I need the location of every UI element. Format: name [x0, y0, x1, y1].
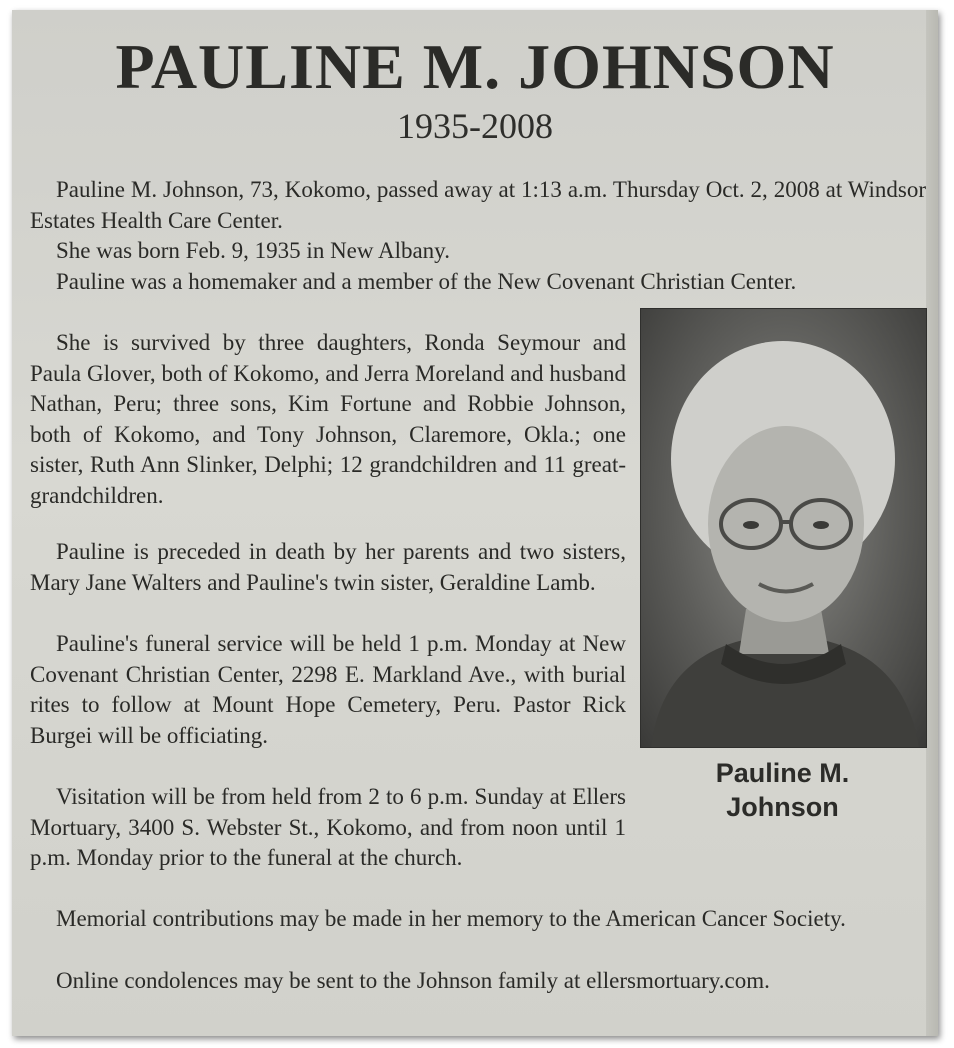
photo-caption — [640, 756, 925, 824]
paragraph-memorial: Memorial contributions may be made in her memory to the American Cancer Society. — [56, 906, 846, 931]
caption-line-2: Johnson — [726, 792, 839, 822]
paper-edge — [926, 10, 938, 1036]
paragraph-preceded: Pauline is preceded in death by her parents and two sisters, Mary Jane Walters and Pauline's twin sister, Geraldine Lamb. — [30, 539, 626, 595]
caption-line-1: Pauline M. — [715, 758, 850, 788]
paragraph-death-notice: Pauline M. Johnson, 73, Kokomo, passed away at 1:13 a.m. Thursday Oct. 2, 2008 at Windsor Estates Health Care Center. — [30, 177, 926, 233]
paragraph-birth: She was born Feb. 9, 1935 in New Albany. — [56, 238, 450, 263]
obituary-clipping — [12, 10, 938, 1036]
paragraph-condolences: Online condolences may be sent to the Johnson family at ellersmortuary.com. — [56, 968, 770, 993]
paragraph-funeral-service: Pauline's funeral service will be held 1 p.m. Monday at New Covenant Christian Center, 2298 E. Markland Ave., with burial rites to follow at Mount Hope Cemetery, Peru. Pastor Rick Burgei will be officiating. — [30, 631, 626, 748]
paragraph-homemaker: Pauline was a homemaker and a member of the New Covenant Christian Center. — [56, 269, 797, 294]
paragraph-survivors: She is survived by three daughters, Ronda Seymour and Paula Glover, both of Kokomo, and Jerra Moreland and husband Nathan, Peru; three sons, Kim Fortune and Robbie Johnson, both of Kokomo, and Tony Johnson, Claremore, Okla.; one sister, Ruth Ann Slinker, Delphi; 12 grandchildren and 11 great-grandchildren. — [30, 330, 626, 508]
life-dates: 1935-2008 — [397, 106, 553, 146]
obituary-headline: PAULINE M. JOHNSON — [115, 31, 835, 102]
paragraph-visitation: Visitation will be from held from 2 to 6 p.m. Sunday at Ellers Mortuary, 3400 S. Webster St., Kokomo, and from noon until 1 p.m. Monday prior to the funeral at the church. — [30, 784, 626, 870]
portrait-photo — [640, 308, 927, 748]
